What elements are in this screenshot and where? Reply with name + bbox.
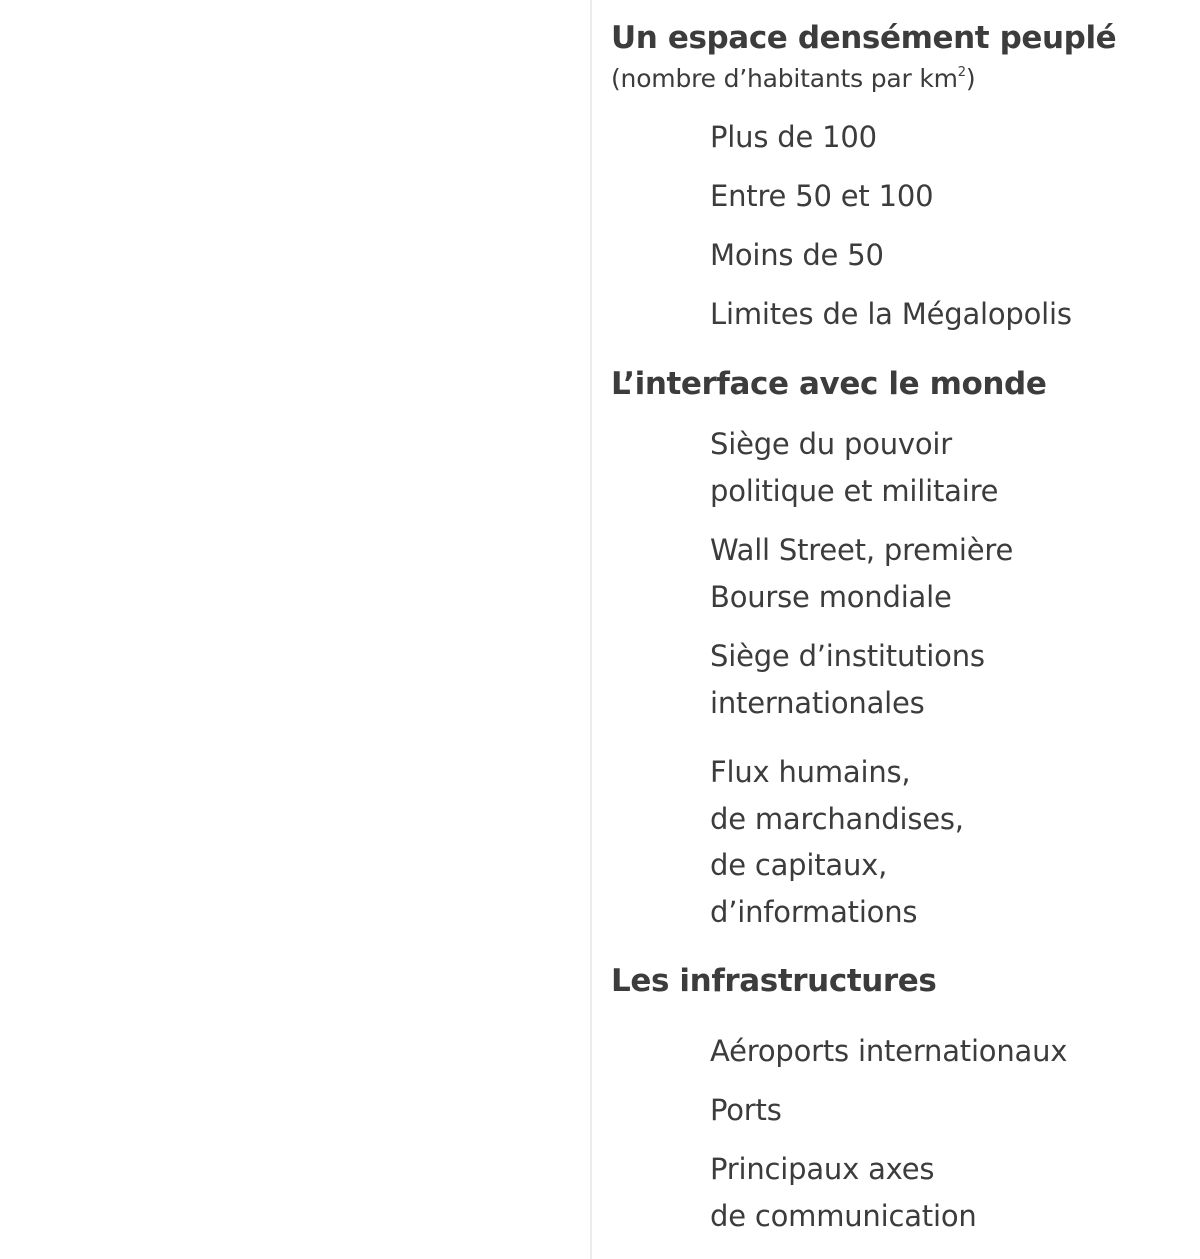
legend-item-label-international-institutions: Siège d’institutions internationales xyxy=(710,639,985,720)
density-medium-swatch-icon xyxy=(612,179,690,213)
subtitle-superscript: 2 xyxy=(957,65,966,80)
subtitle-close: ) xyxy=(965,64,976,93)
legend-item-label-communication-axes: Principaux axes de communication xyxy=(710,1152,977,1233)
legend-item-label-ports: Ports xyxy=(710,1093,782,1127)
airport-marker-icon xyxy=(612,1035,690,1069)
legend-item-label-density-high: Plus de 100 xyxy=(710,120,877,154)
density-low-swatch-icon xyxy=(612,238,690,272)
political-seat-marker-icon xyxy=(612,428,690,462)
communication-axis-line-icon xyxy=(612,1153,690,1187)
port-marker-icon xyxy=(612,1094,690,1128)
map-area xyxy=(0,0,590,1259)
subtitle-text: (nombre d’habitants par km xyxy=(611,64,958,93)
density-high-swatch-icon xyxy=(612,120,690,154)
legend-item-label-political-seat: Siège du pouvoir politique et militaire xyxy=(710,427,999,508)
institution-marker-icon xyxy=(612,640,690,674)
legend-section-title-density: Un espace densément peuplé xyxy=(611,20,1117,56)
stock-exchange-marker-icon xyxy=(612,534,690,568)
legend-section-title-infrastructures: Les infrastructures xyxy=(611,963,937,999)
legend-section-subtitle-density xyxy=(611,63,975,95)
boundary-line-icon xyxy=(612,297,690,331)
legend-item-label-density-low: Moins de 50 xyxy=(710,238,884,272)
flow-arrow-icon xyxy=(612,756,690,790)
legend-section-title-interface: L’interface avec le monde xyxy=(611,366,1047,402)
map-legend xyxy=(590,0,1200,1259)
legend-item-label-airports: Aéroports internationaux xyxy=(710,1034,1068,1068)
legend-item-label-wall-street: Wall Street, première Bourse mondiale xyxy=(710,533,1014,614)
legend-item-label-density-medium: Entre 50 et 100 xyxy=(710,179,934,213)
legend-item-label-megalopolis-limits: Limites de la Mégalopolis xyxy=(710,297,1072,331)
legend-item-label-flows: Flux humains, de marchandises, de capitaux, d’informations xyxy=(710,755,964,929)
